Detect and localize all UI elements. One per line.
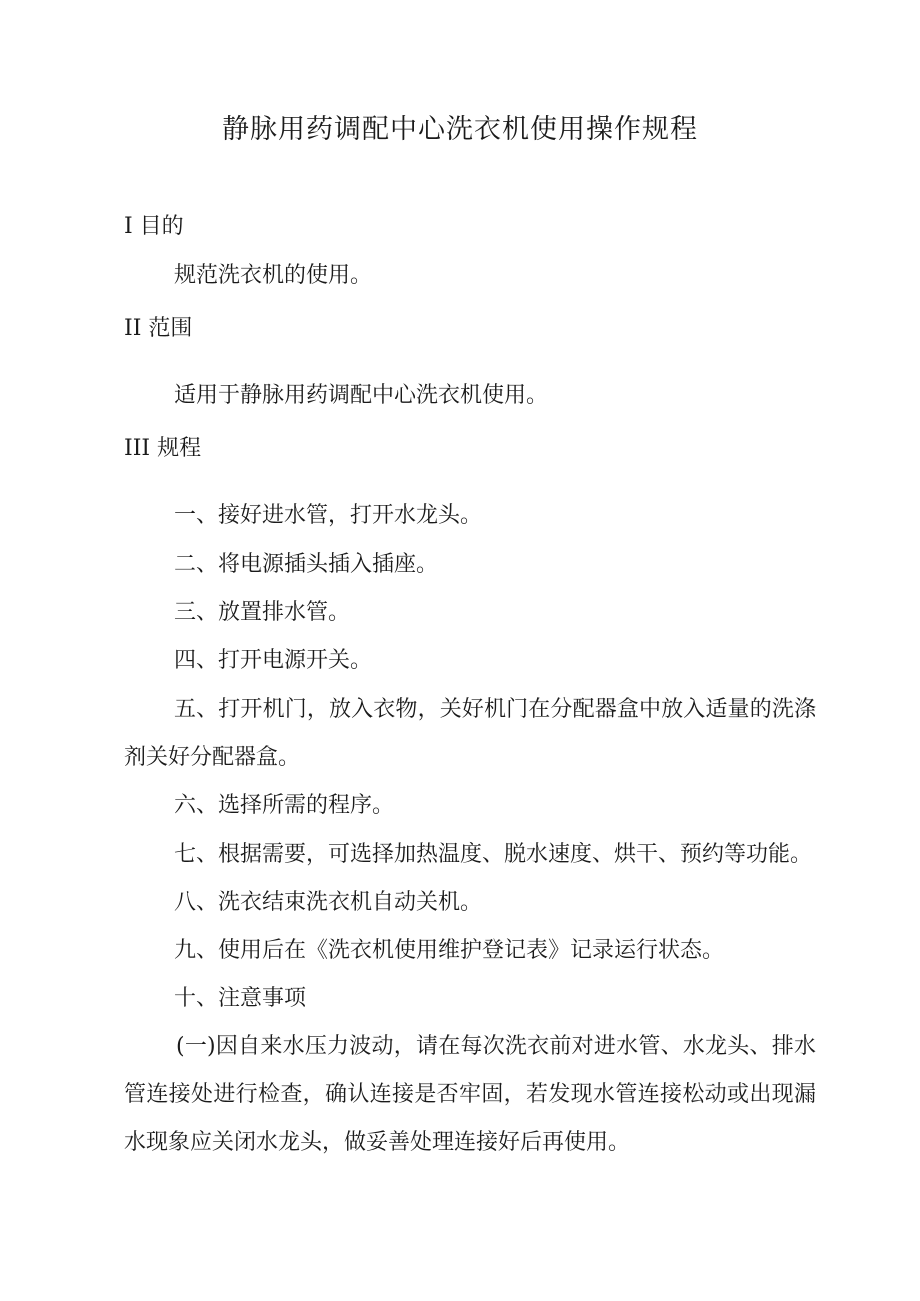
section-heading-procedure: III 规程 [124, 436, 202, 461]
procedure-step-6: 六、选择所需的程序。 [174, 793, 395, 818]
procedure-step-1: 一、接好进水管，打开水龙头。 [174, 503, 483, 528]
document-title: 静脉用药调配中心洗衣机使用操作规程 [222, 114, 698, 145]
purpose-text: 规范洗衣机的使用。 [174, 263, 373, 288]
procedure-step-10: 十、注意事项 [174, 986, 307, 1011]
procedure-step-7: 七、根据需要，可选择加热温度、脱水速度、烘干、预约等功能。 [174, 842, 813, 867]
section-heading-scope: II 范围 [124, 316, 193, 341]
procedure-step-9: 九、使用后在《洗衣机使用维护登记表》记录运行状态。 [174, 938, 725, 963]
procedure-step-2: 二、将电源插头插入插座。 [174, 552, 439, 577]
section-heading-purpose: I 目的 [124, 214, 184, 239]
procedure-note-1: (一)因自来水压力波动，请在每次洗衣前对进水管、水龙头、排水管连接处进行检查，确认连接是否牢固，若发现水管连接松动或出现漏水现象应关闭水龙头，做妥善处理连接好后再使用。 [124, 1034, 816, 1155]
procedure-step-5: 五、打开机门，放入衣物，关好机门在分配器盒中放入适量的洗涤剂关好分配器盒。 [124, 697, 816, 770]
procedure-step-8: 八、洗衣结束洗衣机自动关机。 [174, 890, 483, 915]
procedure-step-3: 三、放置排水管。 [174, 600, 351, 625]
procedure-step-4: 四、打开电源开关。 [174, 648, 373, 673]
scope-text: 适用于静脉用药调配中心洗衣机使用。 [174, 383, 549, 408]
